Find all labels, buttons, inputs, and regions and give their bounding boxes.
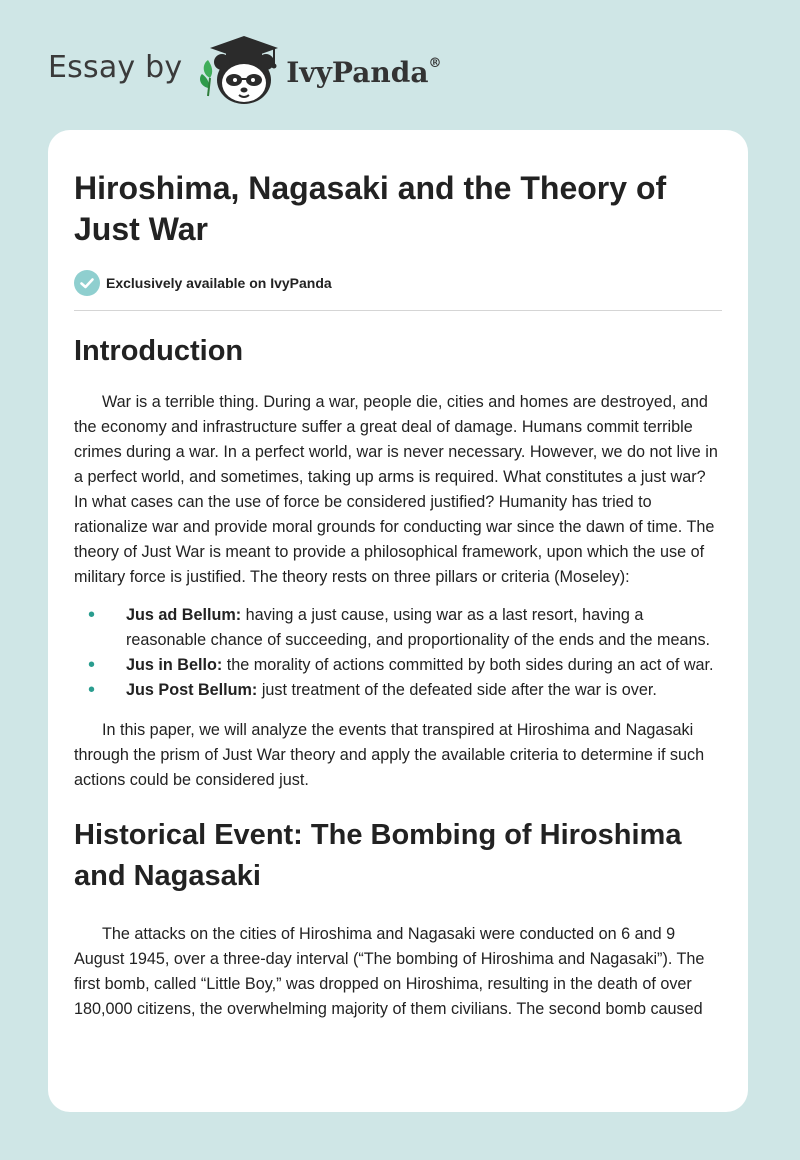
brand-name: IvyPanda® [286,55,442,89]
list-item-term: Jus in Bello: [126,656,223,674]
list-item [74,678,722,703]
intro-paragraph-2: In this paper, we will analyze the events that transpired at Hiroshima and Nagasaki through the prism of Just War theory and apply the available criteria to determine if such actions could be considered just. [74,721,705,789]
list-item-text: the morality of actions committed by both sides during an act of war. [222,656,714,674]
list-item [74,653,722,678]
page-title: Hiroshima, Nagasaki and the Theory of Just War [74,170,667,247]
section-heading-introduction: Introduction [74,335,244,367]
list-item [74,603,722,653]
panda-graduate-logo-icon [196,30,286,110]
list-item-text: having a just cause, using war as a last resort, having a reasonable chance of succeeding, and proportionality of the ends and the means. [126,606,711,649]
title-divider [74,310,722,311]
check-circle-icon [74,270,100,296]
list-item-term: Jus Post Bellum: [126,681,258,699]
list-item-term: Jus ad Bellum: [126,606,242,624]
essay-card [48,130,748,1112]
criteria-list [74,603,722,703]
intro-paragraph-1: War is a terrible thing. During a war, people die, cities and homes are destroyed, and the economy and infrastructure suffer a great deal of damage. Humans commit terrible crimes during a war. In a perfect world, war is never necessary. However, we do not live in a perfect world, and sometimes, taking up arms is required. What constitutes a just war? In what cases can the use of force be considered justified? Humanity has tried to rationalize war and provide moral grounds for conducting war since the dawn of time. The theory of Just War is meant to provide a philosophical framework, upon which the use of military force is justified. The theory rests on three pillars or criteria (Moseley): [74,393,718,586]
exclusive-badge [74,270,722,296]
exclusive-badge-label: Exclusively available on IvyPanda [106,275,332,291]
section-heading-historical-event: Historical Event: The Bombing of Hiroshima and Nagasaki [74,819,682,892]
list-item-text: just treatment of the defeated side after the war is over. [257,681,657,699]
brand-header [48,30,441,110]
brand-prefix: Essay by [48,49,183,85]
historical-paragraph-1: The attacks on the cities of Hiroshima and Nagasaki were conducted on 6 and 9 August 1945, over a three-day interval (“The bombing of Hiroshima and Nagasaki”). The first bomb, called “Little Boy,” was dropped on Hiroshima, resulting in the death of over 180,000 citizens, the overwhelming majority of them civilians. The second bomb caused [74,925,705,1018]
